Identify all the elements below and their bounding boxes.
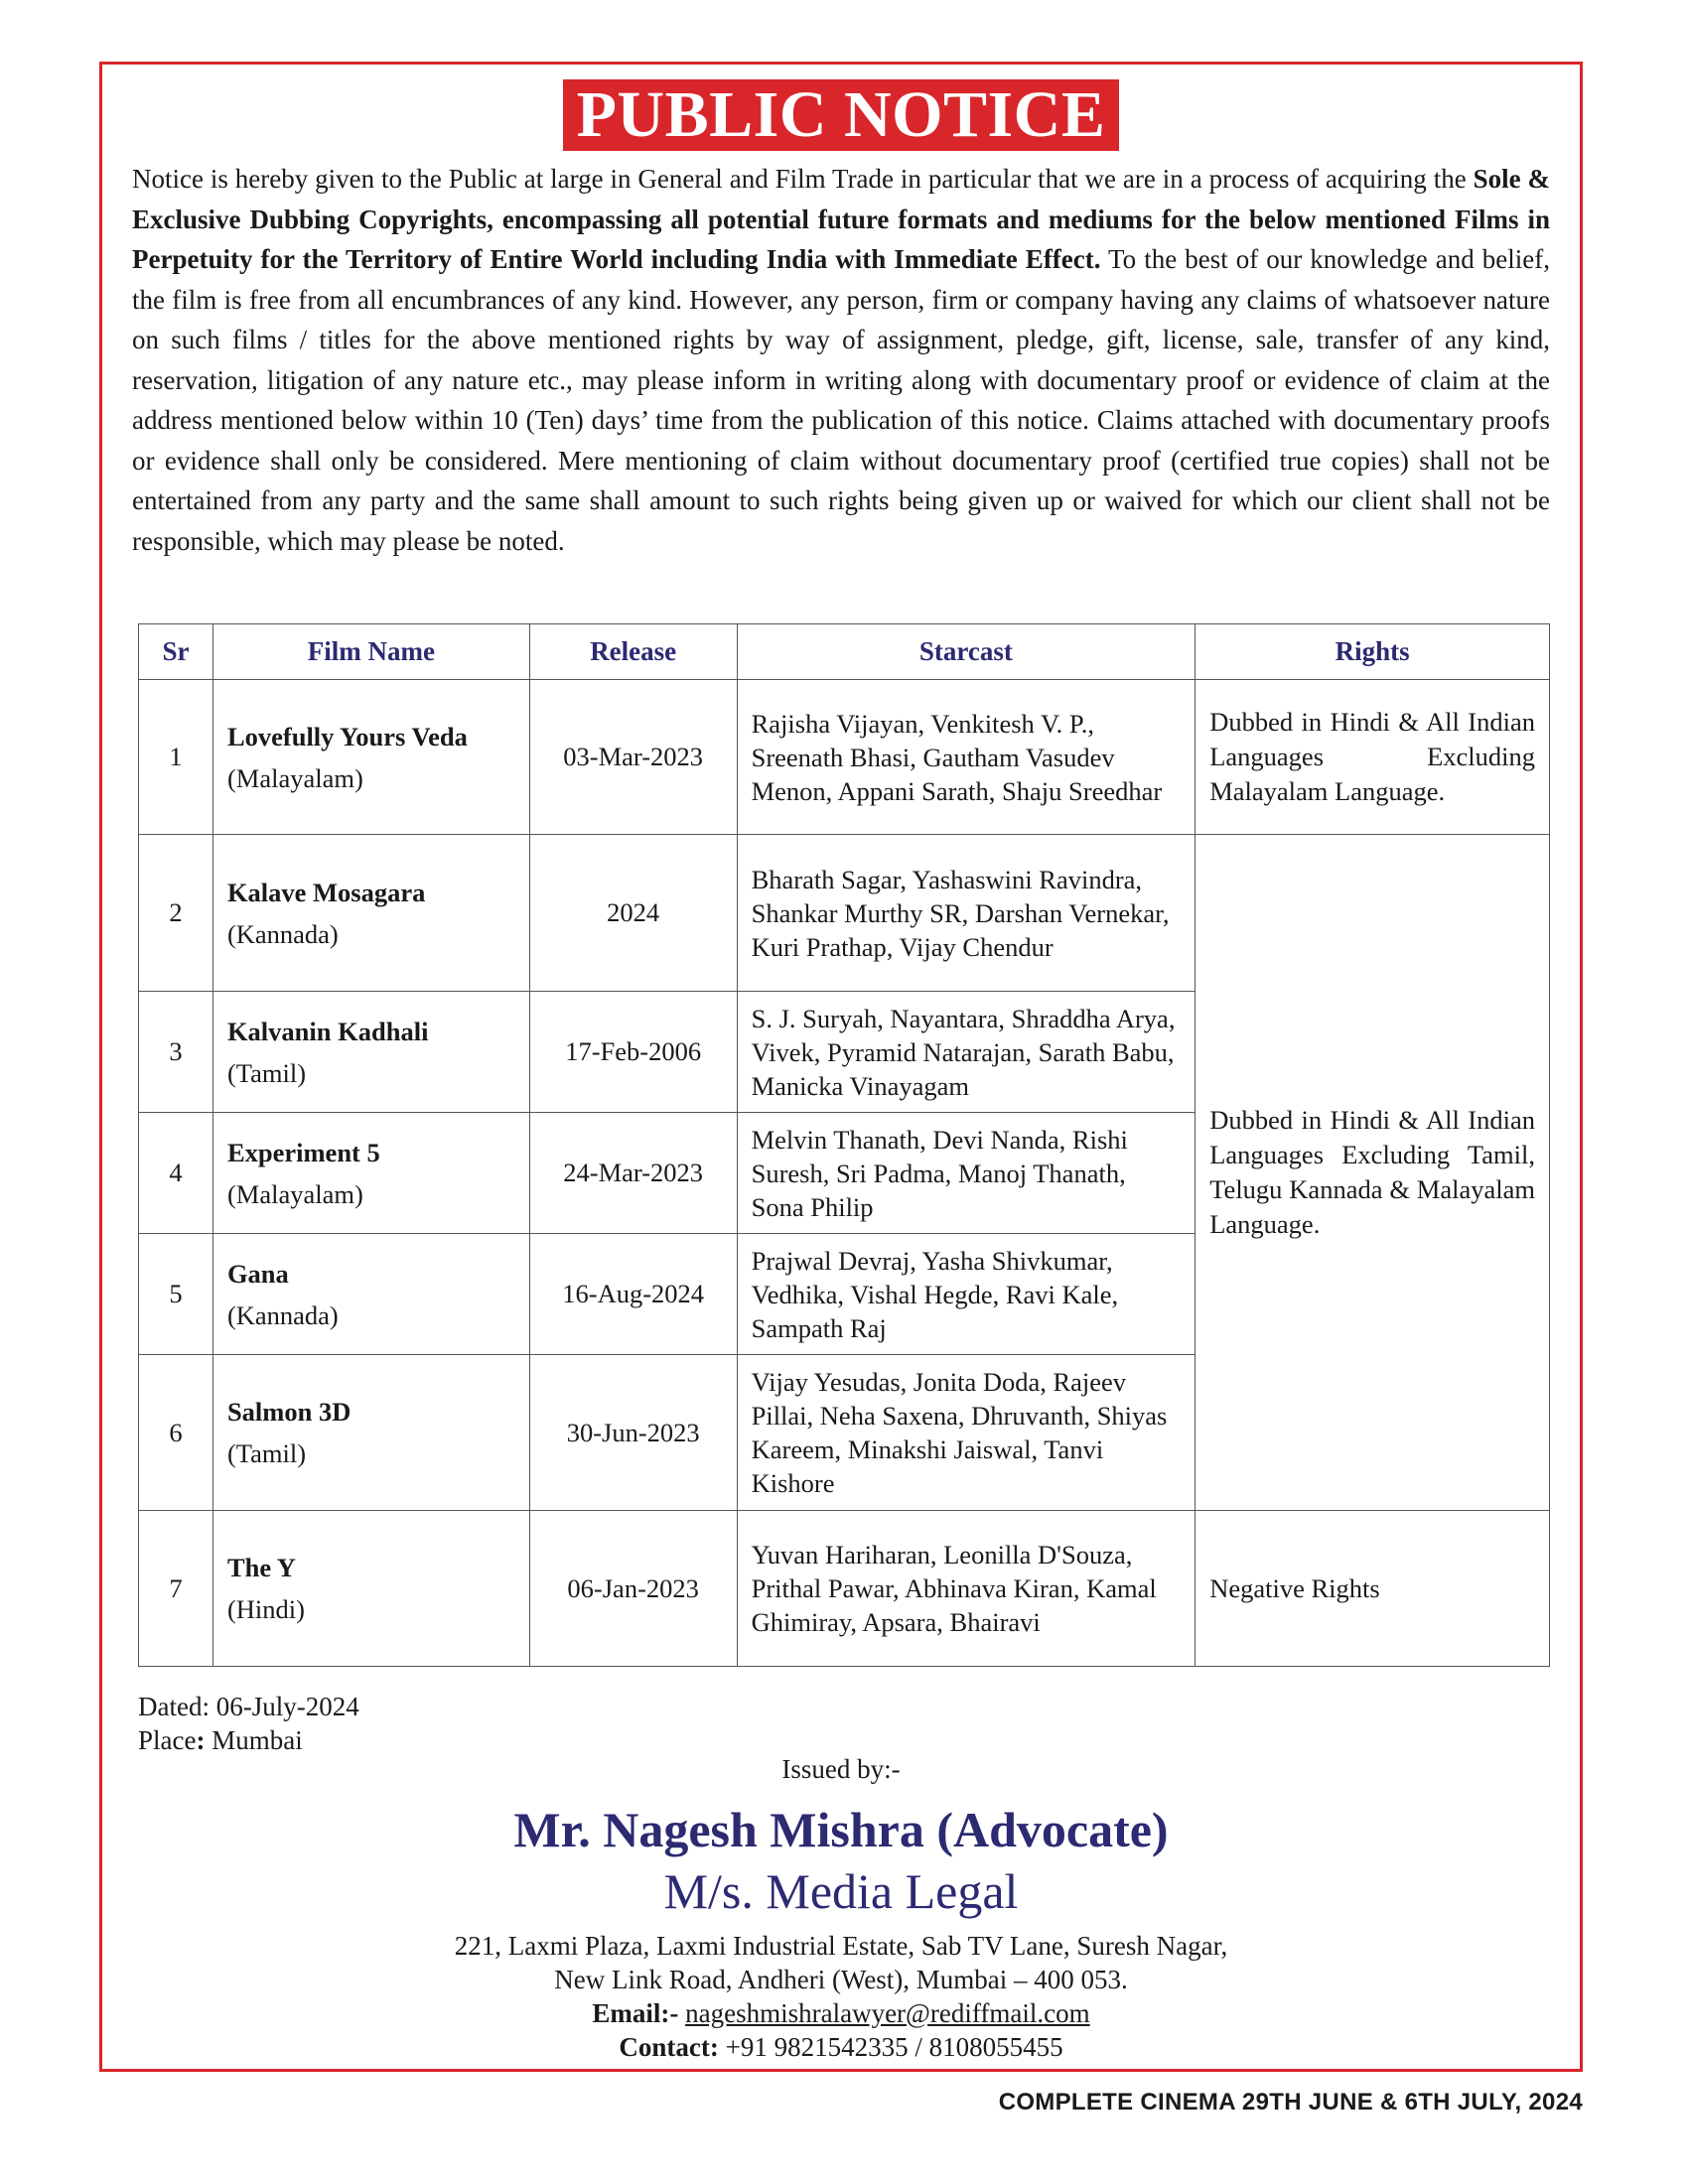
- firm-name: M/s. Media Legal: [663, 1863, 1019, 1919]
- notice-title: PUBLIC NOTICE: [563, 79, 1120, 151]
- issued-by-label: Issued by:-: [781, 1754, 901, 1784]
- cell-film: [212, 992, 529, 1113]
- cell-film: [212, 1355, 529, 1511]
- table-row: [139, 680, 1550, 835]
- film-language: (Kannada): [226, 1299, 339, 1330]
- intro-text-start: Notice is hereby given to the Public at large in General and Film Trade in particular that we are in a process of acquiring the: [132, 164, 1474, 194]
- film-name: Lovefully Yours Veda: [226, 721, 468, 751]
- contact-line: [102, 2030, 1580, 2064]
- intro-text-rest: To the best of our knowledge and belief, the film is free from all encumbrances of any kind. However, any person, firm or company having any claims of whatsoever nature on such films / titles for the above mentioned rights by way of assignment, pledge, gift, license, sale, transfer of any kind, reservation, litigation of any nature etc., may please inform in writing along with documentary proof or evidence of claim at the address mentioned below within 10 (Ten) days’ time from the publication of this notice. Claims attached with documentary proofs or evidence shall only be considered. Mere mentioning of claim without documentary proof (certified true copies) shall not be entertained from any party and the same shall amount to such rights being given up or waived for which our client shall not be responsible, which may please be noted.: [132, 244, 1550, 556]
- email-label: Email:-: [592, 1998, 679, 2028]
- cell-film: [212, 835, 529, 992]
- cell-release: 24-Mar-2023: [529, 1113, 737, 1234]
- film-name: Salmon 3D: [226, 1397, 352, 1427]
- cell-film: [212, 1234, 529, 1355]
- film-name: Experiment 5: [226, 1137, 380, 1167]
- film-language: (Tamil): [226, 1438, 307, 1468]
- cell-film: [212, 1113, 529, 1234]
- film-language: (Hindi): [226, 1594, 305, 1624]
- table-row: [139, 835, 1550, 992]
- film-language: (Malayalam): [226, 1178, 363, 1209]
- cell-sr: 3: [139, 992, 213, 1113]
- cell-sr: 1: [139, 680, 213, 835]
- cell-starcast: Prajwal Devraj, Yasha Shivkumar, Vedhika, Vishal Hegde, Ravi Kale, Sampath Raj: [737, 1234, 1196, 1355]
- cell-sr: 6: [139, 1355, 213, 1511]
- cell-release: 17-Feb-2006: [529, 992, 737, 1113]
- notice-intro-paragraph: [132, 159, 1550, 561]
- cell-film: [212, 1511, 529, 1667]
- address-block: [102, 1929, 1580, 1996]
- cell-starcast: Yuvan Hariharan, Leonilla D'Souza, Prithal Pawar, Abhinava Kiran, Kamal Ghimiray, Apsara, Bhairavi: [737, 1511, 1196, 1667]
- address-line-1: 221, Laxmi Plaza, Laxmi Industrial Estate, Sab TV Lane, Suresh Nagar,: [454, 1931, 1228, 1961]
- email-line: [102, 1996, 1580, 2030]
- film-language: (Malayalam): [226, 762, 363, 793]
- dated-line: [138, 1690, 359, 1723]
- dated-value: 06-July-2024: [215, 1692, 359, 1721]
- place-label: Place: [138, 1725, 197, 1755]
- email-link[interactable]: nageshmishralawyer@rediffmail.com: [685, 1998, 1090, 2028]
- cell-release: 16-Aug-2024: [529, 1234, 737, 1355]
- cell-rights: Dubbed in Hindi & All Indian Languages Excluding Malayalam Language.: [1196, 680, 1550, 835]
- film-name: The Y: [226, 1553, 296, 1582]
- cell-rights: Negative Rights: [1196, 1511, 1550, 1667]
- cell-film: [212, 680, 529, 835]
- dated-label: Dated:: [138, 1692, 210, 1721]
- cell-starcast: Melvin Thanath, Devi Nanda, Rishi Suresh, Sri Padma, Manoj Thanath, Sona Philip: [737, 1113, 1196, 1234]
- header-rights: Rights: [1196, 624, 1550, 680]
- advocate-name: Mr. Nagesh Mishra (Advocate): [513, 1802, 1169, 1857]
- cell-sr: 4: [139, 1113, 213, 1234]
- header-sr: Sr: [139, 624, 213, 680]
- cell-sr: 5: [139, 1234, 213, 1355]
- film-language: (Kannada): [226, 918, 339, 949]
- cell-rights: Dubbed in Hindi & All Indian Languages Excluding Tamil, Telugu Kannada & Malayalam Language.: [1196, 835, 1550, 1511]
- header-release: Release: [529, 624, 737, 680]
- cell-release: 30-Jun-2023: [529, 1355, 737, 1511]
- contact-label: Contact:: [619, 2032, 719, 2062]
- place-line: [138, 1723, 359, 1757]
- date-place-block: [138, 1690, 359, 1757]
- cell-release: 06-Jan-2023: [529, 1511, 737, 1667]
- table-header-row: [139, 624, 1550, 680]
- publication-footer: COMPLETE CINEMA 29TH JUNE & 6TH JULY, 2024: [998, 2089, 1583, 2116]
- place-colon: :: [196, 1725, 206, 1755]
- film-name: Gana: [226, 1258, 289, 1289]
- cell-starcast: Vijay Yesudas, Jonita Doda, Rajeev Pillai, Neha Saxena, Dhruvanth, Shiyas Kareem, Minakshi Jaiswal, Tanvi Kishore: [737, 1355, 1196, 1511]
- film-name: Kalvanin Kadhali: [226, 1016, 429, 1046]
- place-value: Mumbai: [211, 1725, 303, 1755]
- title-wrap: [102, 79, 1580, 151]
- cell-release: 03-Mar-2023: [529, 680, 737, 835]
- contact-numbers: +91 9821542335 / 8108055455: [725, 2032, 1063, 2062]
- cell-release: 2024: [529, 835, 737, 992]
- table-row: [139, 1511, 1550, 1667]
- cell-sr: 7: [139, 1511, 213, 1667]
- intro-text-bold: Sole & Exclusive Dubbing Copyrights, encompassing all potential future formats and mediums for the below mentioned Films in Perpetuity for the Territory of Entire World including India with Immediate Effect.: [132, 164, 1550, 274]
- cell-sr: 2: [139, 835, 213, 992]
- address-line-2: New Link Road, Andheri (West), Mumbai – 400 053.: [554, 1965, 1128, 1994]
- header-film-name: Film Name: [212, 624, 529, 680]
- film-name: Kalave Mosagara: [226, 877, 426, 907]
- films-table: [138, 623, 1550, 1667]
- cell-starcast: S. J. Suryah, Nayantara, Shraddha Arya, Vivek, Pyramid Natarajan, Sarath Babu, Manicka Vinayagam: [737, 992, 1196, 1113]
- notice-frame: [99, 62, 1583, 2072]
- header-starcast: Starcast: [737, 624, 1196, 680]
- film-language: (Tamil): [226, 1057, 307, 1088]
- cell-starcast: Rajisha Vijayan, Venkitesh V. P., Sreenath Bhasi, Gautham Vasudev Menon, Appani Sarath, Shaju Sreedhar: [737, 680, 1196, 835]
- cell-starcast: Bharath Sagar, Yashaswini Ravindra, Shankar Murthy SR, Darshan Vernekar, Kuri Prathap, Vijay Chendur: [737, 835, 1196, 992]
